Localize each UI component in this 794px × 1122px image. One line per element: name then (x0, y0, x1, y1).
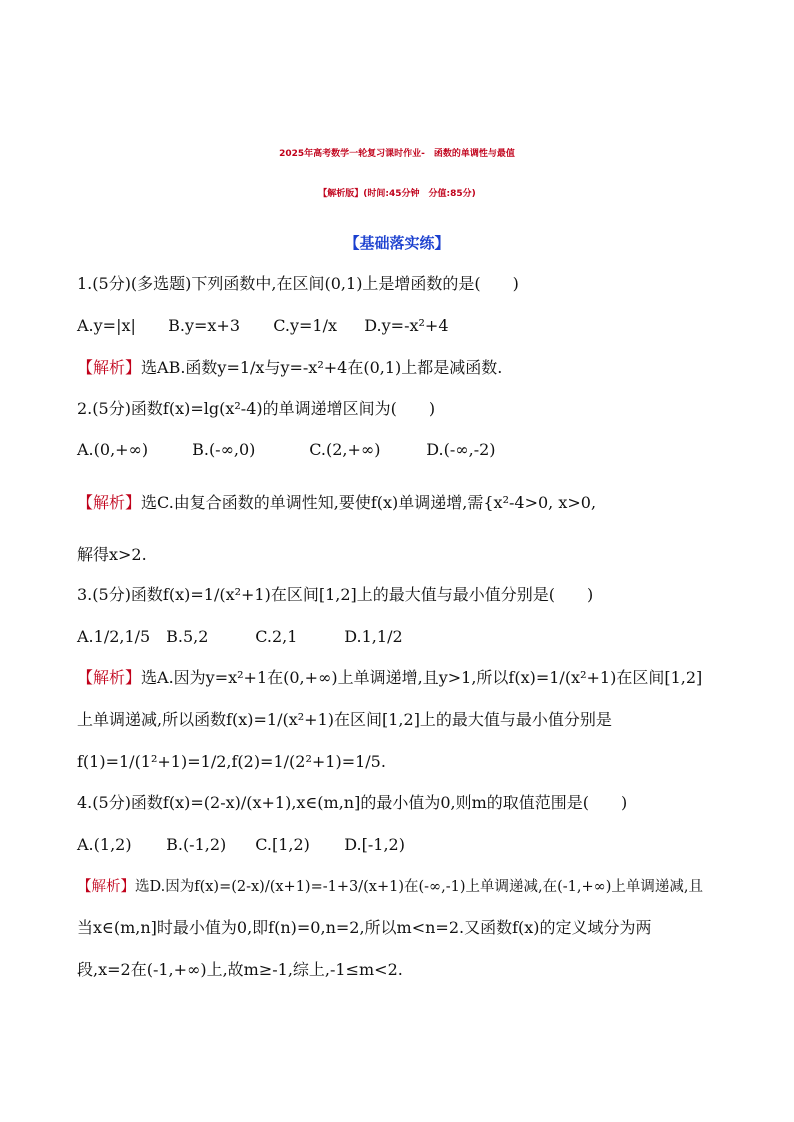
question-2-option-c: C.(2,+∞) (309, 440, 381, 459)
question-1-option-d: D.y=-x²+4 (364, 316, 449, 335)
question-3-option-d: D.1,1/2 (344, 627, 403, 646)
question-1-solution (77, 357, 722, 379)
question-2-options (77, 439, 722, 461)
question-1-option-b: B.y=x+3 (168, 316, 240, 335)
document-title-line-1: 2025年高考数学一轮复习课时作业- 函数的单调性与最值 (279, 149, 515, 159)
question-4-option-d: D.[-1,2) (344, 835, 405, 854)
question-1-option-c: C.y=1/x (273, 316, 337, 335)
question-1-options (77, 315, 722, 337)
question-2-solution (77, 492, 722, 514)
question-4-solution (77, 876, 722, 898)
question-4-option-b: B.(-1,2) (166, 835, 227, 854)
question-2-solution-result: 解得x>2. (77, 545, 147, 564)
section-heading: 【基础落实练】 (344, 234, 450, 252)
solution-text: 选AB.函数y=1/x与y=-x²+4在(0,1)上都是减函数. (141, 358, 503, 377)
question-2-option-b: B.(-∞,0) (192, 440, 256, 459)
solution-tag: 【解析】 (77, 879, 135, 895)
question-3-option-c: C.2,1 (255, 627, 298, 646)
question-3-options (77, 626, 722, 648)
question-4-solution-line-3: 段,x=2在(-1,+∞)上,故m≥-1,综上,-1≤m<2. (77, 960, 403, 979)
document-title-line-2: 【解析版】(时间:45分钟 分值:85分) (318, 189, 476, 199)
question-3-stem: 3.(5分)函数f(x)=1/(x²+1)在区间[1,2]上的最大值与最小值分别是( ) (77, 585, 594, 604)
question-1-option-a: A.y=|x| (77, 316, 136, 335)
question-4-option-a: A.(1,2) (77, 835, 132, 854)
question-3-solution (77, 667, 722, 689)
question-3-solution-line-2: 上单调递减,所以函数f(x)=1/(x²+1)在区间[1,2]上的最大值与最小值分别是 (77, 710, 612, 729)
question-3-option-a: A.1/2,1/5 (77, 627, 151, 646)
solution-tag: 【解析】 (77, 358, 142, 377)
solution-text: 选D.因为f(x)=(2-x)/(x+1)=-1+3/(x+1)在(-∞,-1)上单调递减,在(-1,+∞)上单调递减,且 (135, 879, 704, 895)
question-4-options (77, 834, 722, 856)
question-1-stem: 1.(5分)(多选题)下列函数中,在区间(0,1)上是增函数的是( ) (77, 274, 519, 293)
solution-text: 选C.由复合函数的单调性知,要使f(x)单调递增,需{x²-4>0, x>0, (141, 493, 597, 512)
question-2-option-d: D.(-∞,-2) (426, 440, 496, 459)
solution-tag: 【解析】 (77, 493, 142, 512)
solution-text: 选A.因为y=x²+1在(0,+∞)上单调递增,且y>1,所以f(x)=1/(x²+1)在区间[1,2] (141, 668, 703, 687)
question-3-solution-line-3: f(1)=1/(1²+1)=1/2,f(2)=1/(2²+1)=1/5. (77, 752, 386, 771)
question-2-option-a: A.(0,+∞) (77, 440, 149, 459)
solution-tag: 【解析】 (77, 668, 142, 687)
question-3-option-b: B.5,2 (166, 627, 209, 646)
question-2-stem: 2.(5分)函数f(x)=lg(x²-4)的单调递增区间为( ) (77, 399, 436, 418)
question-4-option-c: C.[1,2) (255, 835, 310, 854)
question-4-stem: 4.(5分)函数f(x)=(2-x)/(x+1),x∈(m,n]的最小值为0,则m的取值范围是( ) (77, 793, 628, 812)
question-4-solution-line-2: 当x∈(m,n]时最小值为0,即f(n)=0,n=2,所以m<n=2.又函数f(x)的定义域分为两 (77, 918, 652, 937)
